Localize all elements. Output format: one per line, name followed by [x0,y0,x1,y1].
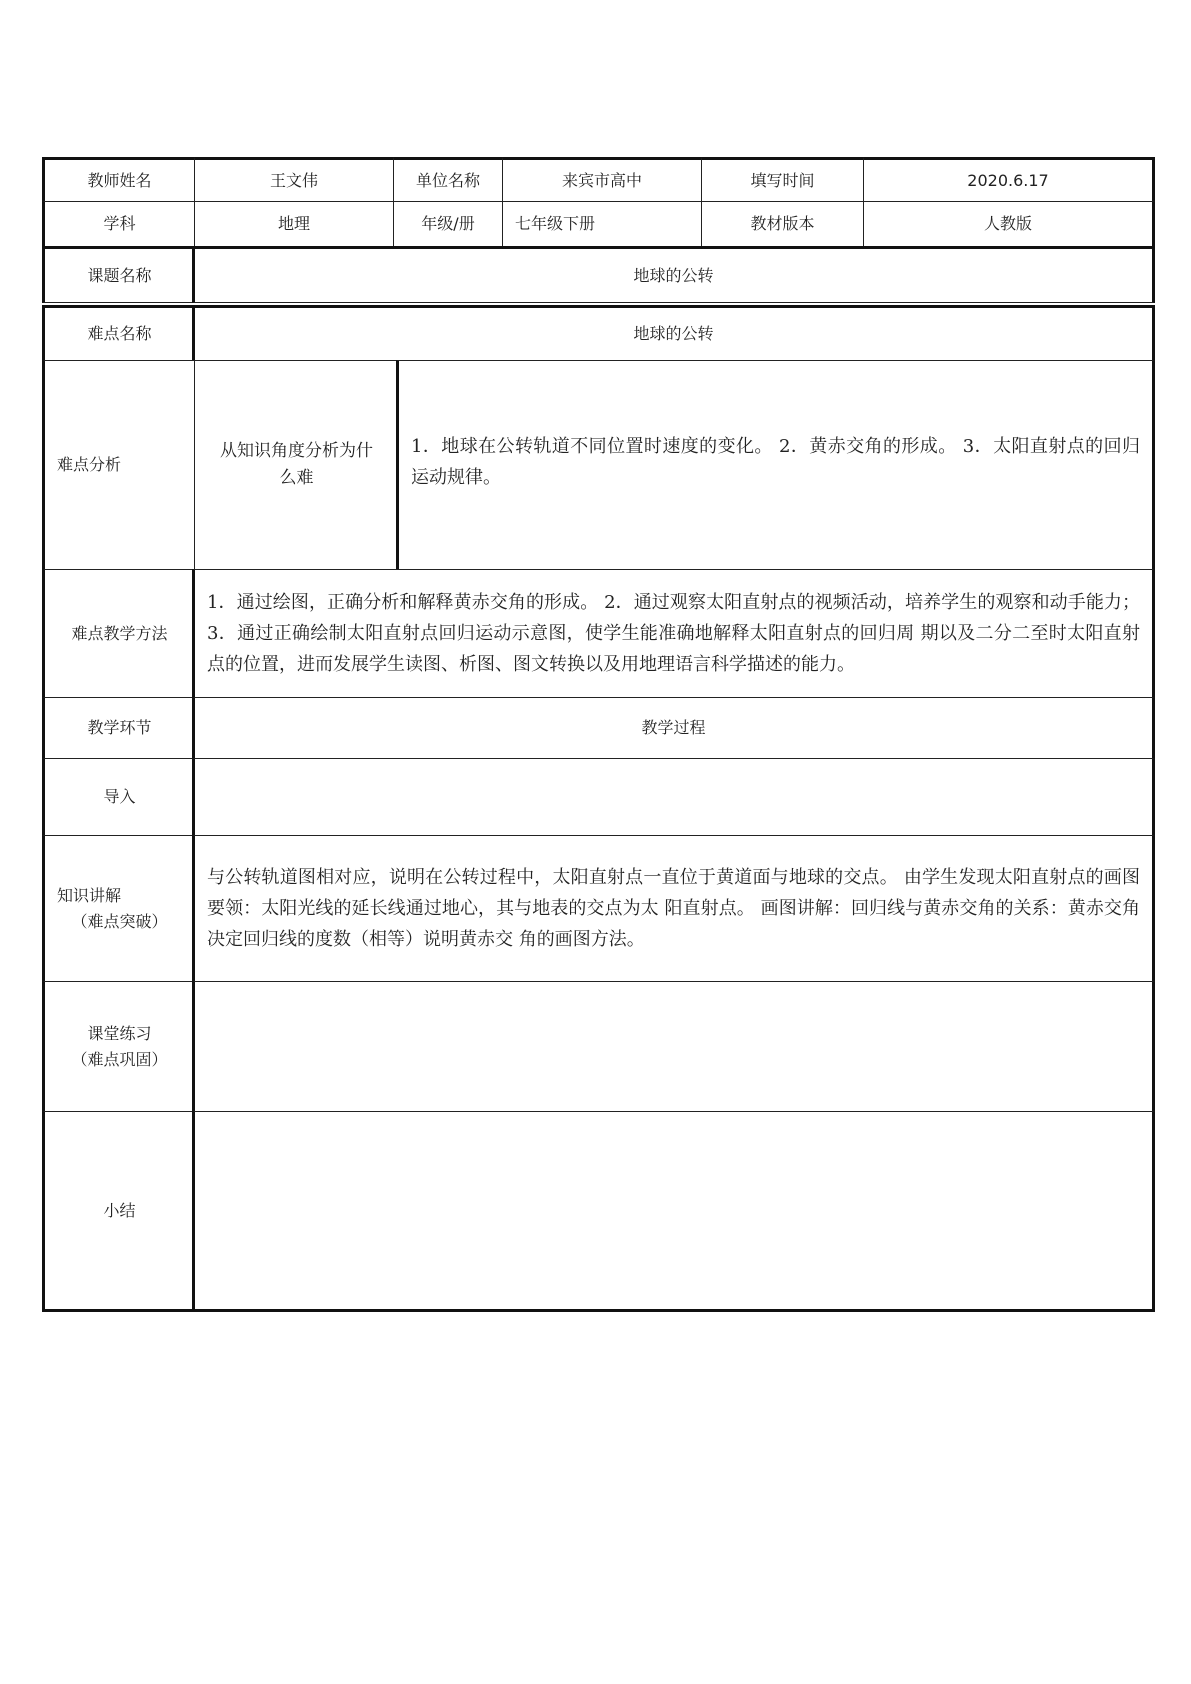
analysis-text: 1．地球在公转轨道不同位置时速度的变化。 2．黄赤交角的形成。 3．太阳直射点的回归运动规律。 [396,360,1155,570]
grade-value: 七年级下册 [502,201,702,247]
fill-time-label: 填写时间 [701,157,864,202]
unit-label: 单位名称 [393,157,503,202]
edition-value: 人教版 [863,201,1155,247]
summary-label: 小结 [42,1111,195,1312]
topic-value: 地球的公转 [192,246,1155,303]
fill-time-value: 2020.6.17 [863,157,1155,202]
analysis-sub-label-line-2: 么难 [279,468,314,488]
difficulty-value: 地球的公转 [192,305,1155,361]
analysis-label: 难点分析 [42,360,195,570]
intro-label: 导入 [42,758,195,836]
teacher-name-label: 教师姓名 [42,157,195,202]
practice-label [42,981,195,1112]
method-label: 难点教学方法 [42,569,195,698]
unit-value: 来宾市高中 [502,157,702,202]
knowledge-label-line-1: 知识讲解 [57,885,122,905]
process-label: 教学过程 [192,697,1155,759]
knowledge-text: 与公转轨道图相对应，说明在公转过程中，太阳直射点一直位于黄道面与地球的交点。 由学生发现太阳直射点的画图要领：太阳光线的延长线通过地心，其与地表的交点为太 阳直射点。 画图讲解：回归线与黄赤交角的关系：黄赤交角决定回归线的度数（相等）说明黄赤交 角的画图方法。 [192,835,1155,982]
method-text: 1．通过绘图，正确分析和解释黄赤交角的形成。 2．通过观察太阳直射点的视频活动，培养学生的观察和动手能力； 3．通过正确绘制太阳直射点回归运动示意图，使学生能准确地解释太阳直射点的回归周 期以及二分二至时太阳直射点的位置，进而发展学生读图、析图、图文转换以及用地理语言科学描述的能力。 [192,569,1155,698]
grade-label: 年级/册 [393,201,503,247]
practice-label-line-1: 课堂练习 [87,1023,152,1043]
analysis-sub-label-line-1: 从知识角度分析为什 [220,440,373,461]
summary-content [192,1111,1155,1312]
practice-label-line-2: （难点巩固） [71,1049,168,1069]
analysis-sub-label [194,360,399,570]
stage-label: 教学环节 [42,697,195,759]
intro-content [192,758,1155,836]
knowledge-label-line-2: （难点突破） [71,911,168,931]
subject-value: 地理 [194,201,394,247]
edition-label: 教材版本 [701,201,864,247]
teacher-name-value: 王文伟 [194,157,394,202]
topic-label: 课题名称 [42,246,195,303]
difficulty-label: 难点名称 [42,305,195,361]
practice-content [192,981,1155,1112]
subject-label: 学科 [42,201,195,247]
knowledge-label [42,835,195,982]
